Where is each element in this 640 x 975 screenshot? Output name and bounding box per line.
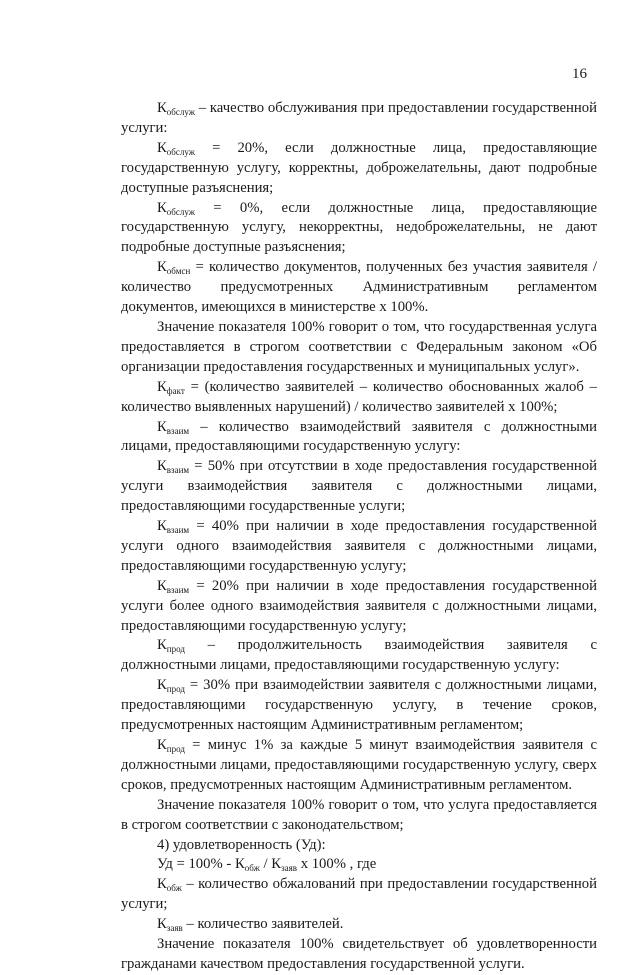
document-body <box>121 99 597 975</box>
subscript: прод <box>166 684 185 695</box>
text-run: К <box>157 458 167 475</box>
text-run: К <box>157 916 167 933</box>
text-run: Значение показателя 100% свидетельствует об удовлетворенности гражданами качеством предоставления государственной услуги. <box>121 936 597 972</box>
paragraph <box>121 636 597 676</box>
paragraph <box>121 676 597 736</box>
paragraph <box>121 378 597 418</box>
text-run: К <box>157 677 167 694</box>
paragraph <box>121 99 597 139</box>
text-run: = 50% при отсутствии в ходе предоставления государственной услуги взаимодействия заявителя с должностными лицами, предоставляющими государственные услуги; <box>121 458 597 515</box>
text-run: К <box>157 139 167 156</box>
text-run: Уд = 100% - К <box>157 856 245 873</box>
text-run: Значение показателя 100% говорит о том, что государственная услуга предоставляется в строгом соответствии с Федеральным законом «Об организации предоставления государственных и муниципальных услуг». <box>121 318 597 375</box>
paragraph <box>121 517 597 577</box>
text-run: К <box>157 378 167 395</box>
text-run: – количество взаимодействий заявителя с должностными лицами, предоставляющими государственную услугу: <box>121 418 597 455</box>
subscript: обслуж <box>166 107 195 117</box>
text-run: – количество заявителей. <box>182 916 344 933</box>
text-run: К <box>157 100 167 116</box>
paragraph <box>121 836 597 856</box>
subscript: взаим <box>166 584 190 595</box>
text-run: = 20% при наличии в ходе предоставления государственной услуги более одного взаимодействия заявителя с должностными лицами, предоставляющими государственную услугу; <box>121 577 597 634</box>
text-run: = 20%, если должностные лица, предоставляющие государственную услугу, корректны, доброжелательны, дают подробные доступные разъяснения; <box>121 139 597 196</box>
paragraph <box>121 418 597 458</box>
subscript: обслуж <box>166 146 195 157</box>
text-run: = 0%, если должностные лица, предоставляющие государственную услугу, некорректны, недоброжелательны, не дают подробные доступные разъяснения; <box>121 199 597 256</box>
subscript: заяв <box>281 863 298 874</box>
subscript: взаим <box>166 525 190 536</box>
text-run: Значение показателя 100% говорит о том, что услуга предоставляется в строгом соответствии с законодательством; <box>121 796 597 833</box>
paragraph <box>121 855 597 875</box>
text-run: К <box>157 876 167 893</box>
paragraph <box>121 935 597 975</box>
text-run: К <box>157 737 167 753</box>
paragraph <box>121 875 597 915</box>
paragraph <box>121 577 597 637</box>
text-run: = 30% при взаимодействии заявителя с должностными лицами, предоставляющими государственную услугу, в течение сроков, предусмотренных настоящим Административным регламентом; <box>121 677 597 734</box>
text-run: х 100% , где <box>297 856 377 873</box>
subscript: обж <box>166 883 182 894</box>
page-number: 16 <box>572 66 587 82</box>
text-run: К <box>157 577 167 594</box>
text-run: = 40% при наличии в ходе предоставления государственной услуги одного взаимодействия заявителя с должностными лицами, предоставляющими государственную услугу; <box>121 518 597 574</box>
text-run: – количество обжалований при предоставлении государственной услуги; <box>121 876 597 913</box>
subscript: взаим <box>166 425 190 436</box>
subscript: обслуж <box>166 206 195 217</box>
text-run: – качество обслуживания при предоставлении государственной услуги: <box>121 100 597 136</box>
text-run: 4) удовлетворенность (Уд): <box>157 836 326 853</box>
subscript: обмсн <box>166 266 191 277</box>
paragraph <box>121 199 597 259</box>
paragraph <box>121 139 597 199</box>
text-run: – продолжительность взаимодействия заявителя с должностными лицами, предоставляющими государственную услугу: <box>121 637 597 674</box>
text-run: К <box>157 637 167 654</box>
paragraph <box>121 736 597 796</box>
text-run: К <box>157 418 167 435</box>
text-run: = количество документов, полученных без участия заявителя / количество предусмотренных Административным регламентом документов, имеющихся в министерстве х 100%. <box>121 259 597 316</box>
subscript: факт <box>166 385 185 396</box>
text-run: = минус 1% за каждые 5 минут взаимодействия заявителя с должностными лицами, предоставляющими государственную услугу, сверх сроков, предусмотренных настоящим Административным регламентом. <box>121 737 597 793</box>
paragraph <box>121 796 597 836</box>
paragraph <box>121 258 597 318</box>
paragraph <box>121 915 597 935</box>
text-run: К <box>157 259 167 276</box>
subscript: заяв <box>166 923 183 934</box>
text-run: К <box>157 199 167 216</box>
paragraph <box>121 318 597 378</box>
text-run: / К <box>259 856 282 873</box>
subscript: обж <box>244 863 260 874</box>
subscript: прод <box>166 644 185 655</box>
paragraph <box>121 457 597 517</box>
subscript: прод <box>166 744 185 754</box>
subscript: взаим <box>166 465 190 476</box>
text-run: = (количество заявителей – количество обоснованных жалоб – количество выявленных нарушений) / количество заявителей х 100%; <box>121 378 597 415</box>
text-run: К <box>157 518 167 535</box>
